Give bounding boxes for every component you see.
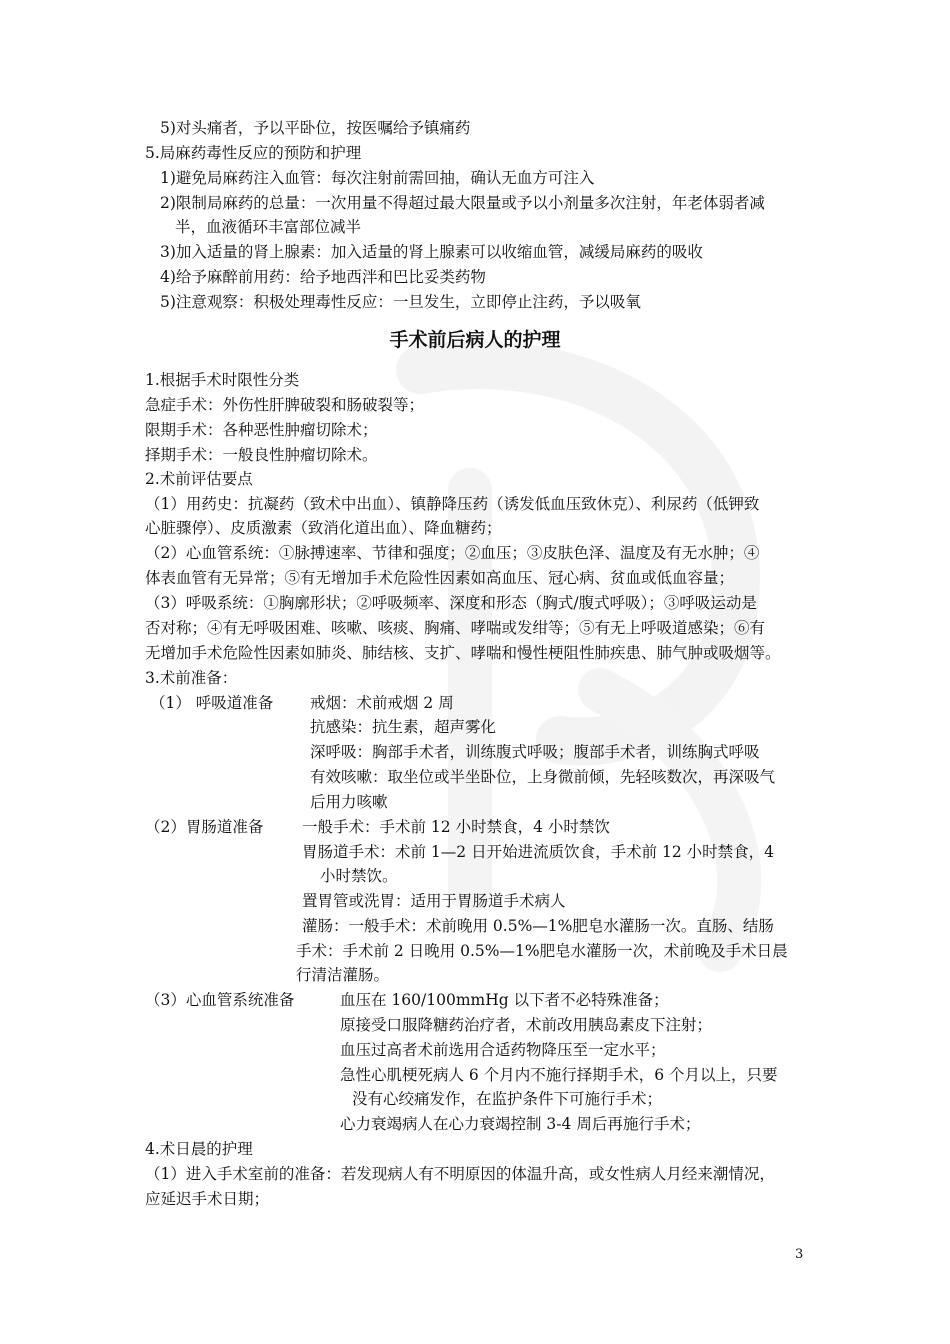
gastrointestinal-prep-line: 灌肠：一般手术：术前晚用 0.5%—1%肥皂水灌肠一次。直肠、结肠 xyxy=(302,917,774,935)
assessment-heading: 2.术前评估要点 xyxy=(145,470,253,488)
cardiovascular-prep-line: 血压过高者术前选用合适药物降压至一定水平； xyxy=(340,1041,666,1059)
respiratory-prep-line: 戒烟：术前戒烟 2 周 xyxy=(310,694,454,712)
cardiovascular-prep-line: 血压在 160/100mmHg 以下者不必特殊准备； xyxy=(340,991,669,1009)
preparation-heading: 3.术前准备： xyxy=(145,669,238,687)
toxicity-heading: 5.局麻药毒性反应的预防和护理 xyxy=(145,144,362,162)
classification-item: 限期手术：各种恶性肿瘤切除术； xyxy=(145,421,378,439)
gastrointestinal-prep-line: 一般手术：手术前 12 小时禁食，4 小时禁饮 xyxy=(302,818,610,836)
assessment-line: （3）呼吸系统：①胸廓形状；②呼吸频率、深度和形态（胸式/腹式呼吸）；③呼吸运动是 xyxy=(145,594,757,612)
classification-item: 急症手术：外伤性肝脾破裂和肠破裂等； xyxy=(145,396,425,414)
morning-care-line: 应延迟手术日期； xyxy=(145,1190,270,1208)
respiratory-prep-line: 抗感染：抗生素，超声雾化 xyxy=(310,718,497,736)
cardiovascular-prep-line: 原接受口服降糖药治疗者，术前改用胰岛素皮下注射； xyxy=(340,1016,713,1034)
gastrointestinal-prep-line: 小时禁饮。 xyxy=(320,867,398,885)
assessment-line: 无增加手术危险性因素如肺炎、肺结核、支扩、哮喘和慢性梗阻性肺疾患、肺气肿或吸烟等。 xyxy=(145,644,781,662)
gastrointestinal-prep-line: 行清洁灌肠。 xyxy=(296,966,390,984)
cardiovascular-prep-line: 心力衰竭病人在心力衰竭控制 3-4 周后再施行手术； xyxy=(340,1115,701,1133)
toxicity-item-continuation: 半，血液循环丰富部位减半 xyxy=(175,218,362,236)
assessment-line: 心脏骤停）、皮质激素（致消化道出血）、降血糖药； xyxy=(145,519,502,537)
morning-care-line: （1）进入手术室前的准备：若发现病人有不明原因的体温升高，或女性病人月经来潮情况， xyxy=(145,1165,775,1183)
morning-care-heading: 4.术日晨的护理 xyxy=(145,1140,253,1158)
cardiovascular-prep-label: （3）心血管系统准备 xyxy=(145,991,295,1009)
toxicity-item: 3)加入适量的肾上腺素：加入适量的肾上腺素可以收缩血管，减缓局麻药的吸收 xyxy=(160,243,703,261)
toxicity-item: 2)限制局麻药的总量：一次用量不得超过最大限量或予以小剂量多次注射，年老体弱者减 xyxy=(160,194,765,212)
respiratory-prep-line: 后用力咳嗽 xyxy=(310,793,388,811)
cardiovascular-prep-line: 没有心绞痛发作，在监护条件下可施行手术； xyxy=(352,1090,663,1108)
section-title: 手术前后病人的护理 xyxy=(389,329,561,351)
toxicity-item: 1)避免局麻药注入血管：每次注射前需回抽，确认无血方可注入 xyxy=(160,169,595,187)
respiratory-prep-label: （1） 呼吸道准备 xyxy=(150,694,274,712)
page-number: 3 xyxy=(795,1247,804,1262)
gastrointestinal-prep-line: 胃肠道手术：术前 1—2 日开始进流质饮食，手术前 12 小时禁食，4 xyxy=(302,843,775,861)
classification-heading: 1.根据手术时限性分类 xyxy=(145,371,300,389)
assessment-line: 否对称；④有无呼吸困难、咳嗽、咳痰、胸痛、哮喘或发绀等；⑤有无上呼吸道感染；⑥有 xyxy=(145,619,766,637)
toxicity-item: 5)注意观察：积极处理毒性反应：一旦发生，立即停止注药，予以吸氧 xyxy=(160,293,641,311)
classification-item: 择期手术：一般良性肿瘤切除术。 xyxy=(145,446,378,464)
assessment-line: （1）用药史：抗凝药（致术中出血）、镇静降压药（诱发低血压致休克）、利尿药（低钾致 xyxy=(145,495,760,513)
respiratory-prep-line: 深呼吸：胸部手术者，训练腹式呼吸；腹部手术者，训练胸式呼吸 xyxy=(310,743,760,761)
gastrointestinal-prep-line: 手术：手术前 2 日晚用 0.5%—1%肥皂水灌肠一次，术前晚及手术日晨 xyxy=(296,942,788,960)
respiratory-prep-line: 有效咳嗽：取坐位或半坐卧位，上身微前倾，先轻咳数次，再深吸气 xyxy=(310,768,776,786)
cardiovascular-prep-line: 急性心肌梗死病人 6 个月内不施行择期手术，6 个月以上，只要 xyxy=(340,1066,778,1084)
assessment-line: 体表血管有无异常；⑤有无增加手术危险性因素如高血压、冠心病、贫血或低血容量； xyxy=(145,569,735,587)
gastrointestinal-prep-label: （2）胃肠道准备 xyxy=(145,818,264,836)
gastrointestinal-prep-line: 置胃管或洗胃：适用于胃肠道手术病人 xyxy=(302,892,566,910)
toxicity-item: 4)给予麻醉前用药：给予地西泮和巴比妥类药物 xyxy=(160,268,486,286)
assessment-line: （2）心血管系统：①脉搏速率、节律和强度；②血压；③皮肤色泽、温度及有无水肿；④ xyxy=(145,544,760,562)
headache-care-item: 5)对头痛者，予以平卧位，按医嘱给予镇痛药 xyxy=(160,119,471,137)
